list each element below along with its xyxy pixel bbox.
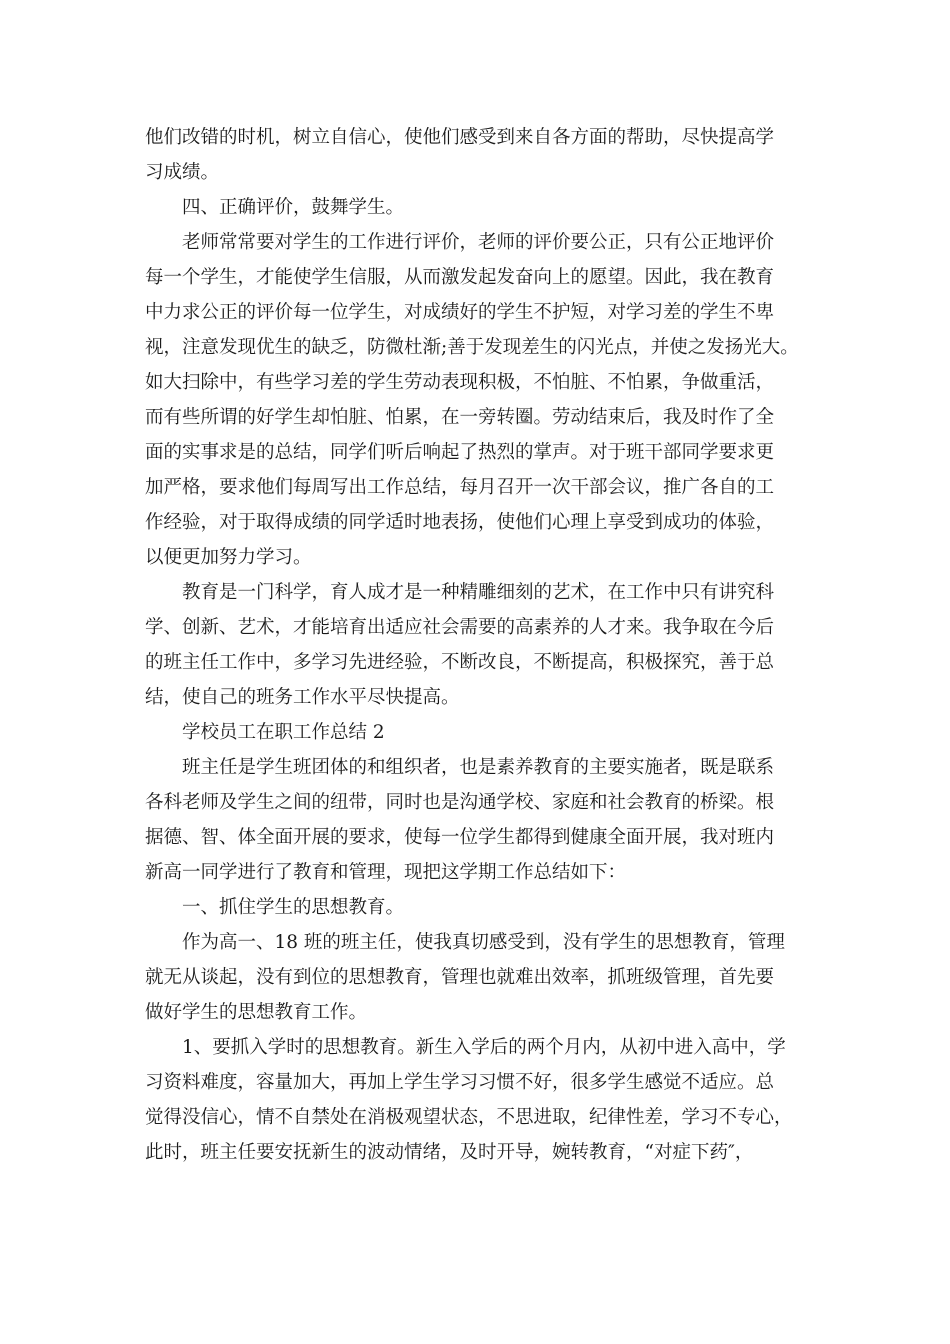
text-line: 习资料难度，容量加大，再加上学生学习习惯不好，很多学生感觉不适应。总 xyxy=(145,1072,775,1093)
text-line: 觉得没信心，情不自禁处在消极观望状态，不思进取，纪律性差，学习不专心， xyxy=(145,1107,793,1128)
text-line: 而有些所谓的好学生却怕脏、怕累，在一旁转圈。劳动结束后，我及时作了全 xyxy=(145,407,775,428)
text-line: 据德、智、体全面开展的要求，使每一位学生都得到健康全面开展，我对班内 xyxy=(145,827,775,848)
text-line: 就无从谈起，没有到位的思想教育，管理也就难出效率，抓班级管理，首先要 xyxy=(145,967,775,988)
text-line: 作为高一、18 班的班主任，使我真切感受到，没有学生的思想教育，管理 xyxy=(182,932,785,953)
text-line: 加严格，要求他们每周写出工作总结，每月召开一次干部会议，推广各自的工 xyxy=(145,477,775,498)
text-line: 教育是一门科学，育人成才是一种精雕细刻的艺术，在工作中只有讲究科 xyxy=(182,582,775,603)
text-line: 新高一同学进行了教育和管理，现把这学期工作总结如下： xyxy=(145,862,627,883)
text-line: 各科老师及学生之间的纽带，同时也是沟通学校、家庭和社会教育的桥梁。根 xyxy=(145,792,775,813)
text-line: 作经验，对于取得成绩的同学适时地表扬，使他们心理上享受到成功的体验， xyxy=(145,512,775,533)
text-line: 中力求公正的评价每一位学生，对成绩好的学生不护短，对学习差的学生不卑 xyxy=(145,302,775,323)
text-line: 他们改错的时机，树立自信心，使他们感受到来自各方面的帮助，尽快提高学 xyxy=(145,127,775,148)
text-line: 结，使自己的班务工作水平尽快提高。 xyxy=(145,687,460,708)
text-line: 的班主任工作中，多学习先进经验，不断改良，不断提高，积极探究，善于总 xyxy=(145,652,775,673)
text-line: 如大扫除中，有些学习差的学生劳动表现积极，不怕脏、不怕累，争做重活， xyxy=(145,372,775,393)
text-line: 视，注意发现优生的缺乏，防微杜渐;善于发现差生的闪光点，并使之发扬光大。 xyxy=(145,337,799,358)
text-line: 习成绩。 xyxy=(145,162,220,183)
text-line: 面的实事求是的总结，同学们听后响起了热烈的掌声。对于班干部同学要求更 xyxy=(145,442,775,463)
text-line: 老师常常要对学生的工作进行评价，老师的评价要公正，只有公正地评价 xyxy=(182,232,775,253)
text-line: 学校员工在职工作总结 2 xyxy=(182,722,385,743)
text-line: 以便更加努力学习。 xyxy=(145,547,312,568)
text-line: 班主任是学生班团体的和组织者，也是素养教育的主要实施者，既是联系 xyxy=(182,757,775,778)
text-line: 四、正确评价，鼓舞学生。 xyxy=(182,197,405,218)
text-line: 1、要抓入学时的思想教育。新生入学后的两个月内，从初中进入高中，学 xyxy=(182,1037,786,1058)
text-line: 学、创新、艺术，才能培育出适应社会需要的高素养的人才来。我争取在今后 xyxy=(145,617,775,638)
text-line: 一、抓住学生的思想教育。 xyxy=(182,897,405,918)
text-line: 每一个学生，才能使学生信服，从而激发起发奋向上的愿望。因此，我在教育 xyxy=(145,267,775,288)
text-line: 此时，班主任要安抚新生的波动情绪，及时开导，婉转教育，“对症下药″， xyxy=(145,1142,754,1163)
text-line: 做好学生的思想教育工作。 xyxy=(145,1002,368,1023)
document-body xyxy=(145,120,830,1170)
